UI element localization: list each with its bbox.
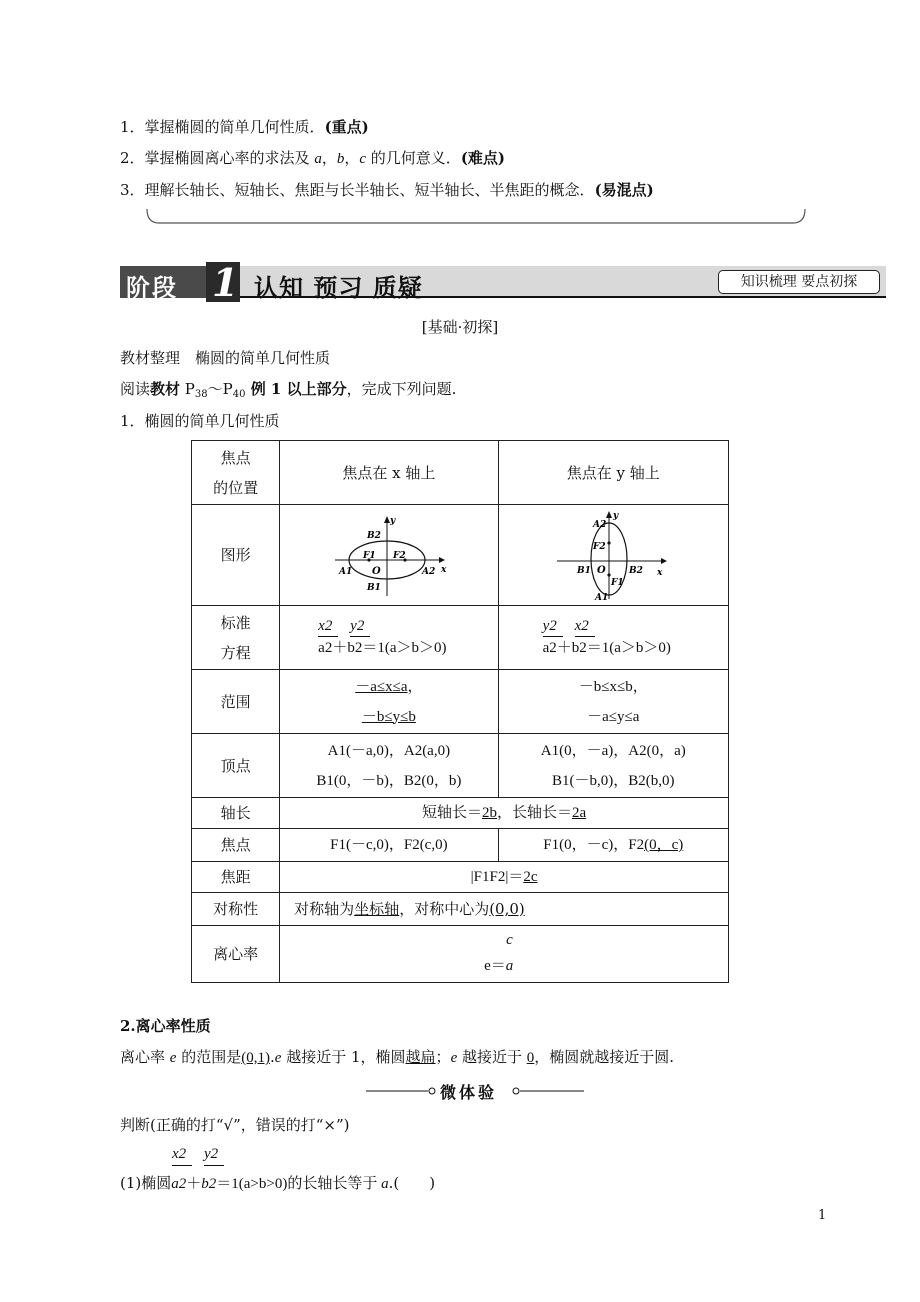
equation-y: y2 x2 a2＋b2＝1(a＞b＞0) (498, 606, 728, 670)
graph-x-ellipse (280, 505, 498, 606)
header-focus-position: 焦点 的位置 (192, 441, 280, 505)
question-1: x2 y2 (1)椭圆a2＋b2＝1(a>b>0)的长轴长等于 a.( ) (120, 1146, 436, 1192)
row-label-focal-distance: 焦距 (192, 862, 280, 893)
table-row (192, 734, 729, 798)
header-x-axis: 焦点在 x 轴上 (280, 441, 498, 505)
table-row (192, 926, 729, 983)
table-row (192, 441, 729, 505)
svg-text:B1: B1 (577, 566, 592, 576)
goal-3: 3．理解长轴长、短轴长、焦距与长半轴长、短半轴长、半焦距的概念．(易混点) (120, 181, 654, 199)
graph-y-ellipse (498, 505, 728, 606)
svg-text:A2: A2 (421, 567, 436, 577)
svg-text:F2: F2 (392, 551, 406, 561)
table-row (192, 829, 729, 862)
table-row (192, 670, 729, 734)
eccentricity-property: 离心率 e 的范围是(0,1).e 越接近于 1，椭圆越扁；e 越接近于 0，椭圆就越接近于圆. (120, 1048, 675, 1066)
axis-length: 短轴长＝2b，长轴长＝2a (280, 798, 729, 829)
svg-text:B1: B1 (366, 583, 381, 593)
judge-instruction: 判断(正确的打“√”，错误的打“×”) (120, 1116, 350, 1134)
stage-banner (120, 260, 886, 305)
header-y-axis: 焦点在 y 轴上 (498, 441, 728, 505)
row-label-focus: 焦点 (192, 829, 280, 862)
ellipse-properties-table (191, 440, 729, 983)
table-row (192, 862, 729, 893)
stage-title: 认知 预习 质疑 (254, 273, 423, 302)
row-label-eccentricity: 离心率 (192, 926, 280, 983)
vertex-y: A1(0，－a)，A2(0，a) B1(－b,0)，B2(b,0) (498, 734, 728, 798)
item2-title: 2.离心率性质 (120, 1017, 211, 1035)
svg-text:x: x (440, 565, 447, 575)
row-label-symmetry: 对称性 (192, 893, 280, 926)
micro-experience-divider (366, 1079, 586, 1103)
focus-y: F1(0，－c)，F2(0，c) (498, 829, 728, 862)
focus-x: F1(－c,0)，F2(c,0) (280, 829, 498, 862)
goals-bracket (145, 207, 807, 229)
svg-text:x: x (657, 568, 663, 578)
table-row (192, 893, 729, 926)
svg-text:B2: B2 (366, 531, 381, 541)
row-label-range: 范围 (192, 670, 280, 734)
table-row (192, 798, 729, 829)
svg-text:F1: F1 (611, 578, 624, 588)
section-label: [基础·初探] (421, 318, 499, 336)
svg-text:O: O (597, 565, 606, 576)
reading-instruction: 阅读教材 $P_{38}\sim P_{40}$ 例 1 以上部分，完成下列问题. (120, 380, 457, 400)
svg-text:F1: F1 (362, 551, 376, 561)
symmetry: 对称轴为坐标轴，对称中心为(0,0) (280, 893, 729, 926)
svg-text:y: y (389, 516, 396, 526)
focal-distance: |F1F2|＝2c (280, 862, 729, 893)
equation-x: x2 y2 a2＋b2＝1(a＞b＞0) (280, 606, 498, 670)
item1-title: 1．椭圆的简单几何性质 (120, 412, 280, 430)
row-label-vertex: 顶点 (192, 734, 280, 798)
svg-text:A1: A1 (338, 567, 353, 577)
svg-text:B2: B2 (629, 566, 644, 576)
goal-1: 1．掌握椭圆的简单几何性质．(重点) (120, 118, 369, 136)
range-x: －a≤x≤a， －b≤y≤b (280, 670, 498, 734)
svg-text:F2: F2 (593, 542, 606, 552)
page-number: 1 (818, 1208, 827, 1223)
eccentricity: c e＝a (280, 926, 729, 983)
stage-label: 阶段 (126, 273, 178, 302)
svg-text:A1: A1 (595, 593, 609, 601)
svg-text:y: y (613, 511, 619, 521)
row-label-graph: 图形 (192, 505, 280, 606)
stage-tag: 知识梳理 要点初探 (718, 270, 880, 294)
svg-text:A2: A2 (593, 520, 607, 530)
goal-2: 2．掌握椭圆离心率的求法及 a，b，c 的几何意义．(难点) (120, 149, 506, 167)
material-heading: 教材整理 椭圆的简单几何性质 (120, 349, 331, 367)
row-label-equation: 标准 方程 (192, 606, 280, 670)
row-label-axis: 轴长 (192, 798, 280, 829)
stage-number: 1 (212, 260, 239, 305)
table-row (192, 606, 729, 670)
table-row (192, 505, 729, 606)
svg-text:O: O (371, 566, 381, 577)
range-y: －b≤x≤b， －a≤y≤a (498, 670, 728, 734)
vertex-x: A1(－a,0)，A2(a,0) B1(0，－b)，B2(0，b) (280, 734, 498, 798)
micro-experience-label: 微体验 (440, 1083, 498, 1102)
